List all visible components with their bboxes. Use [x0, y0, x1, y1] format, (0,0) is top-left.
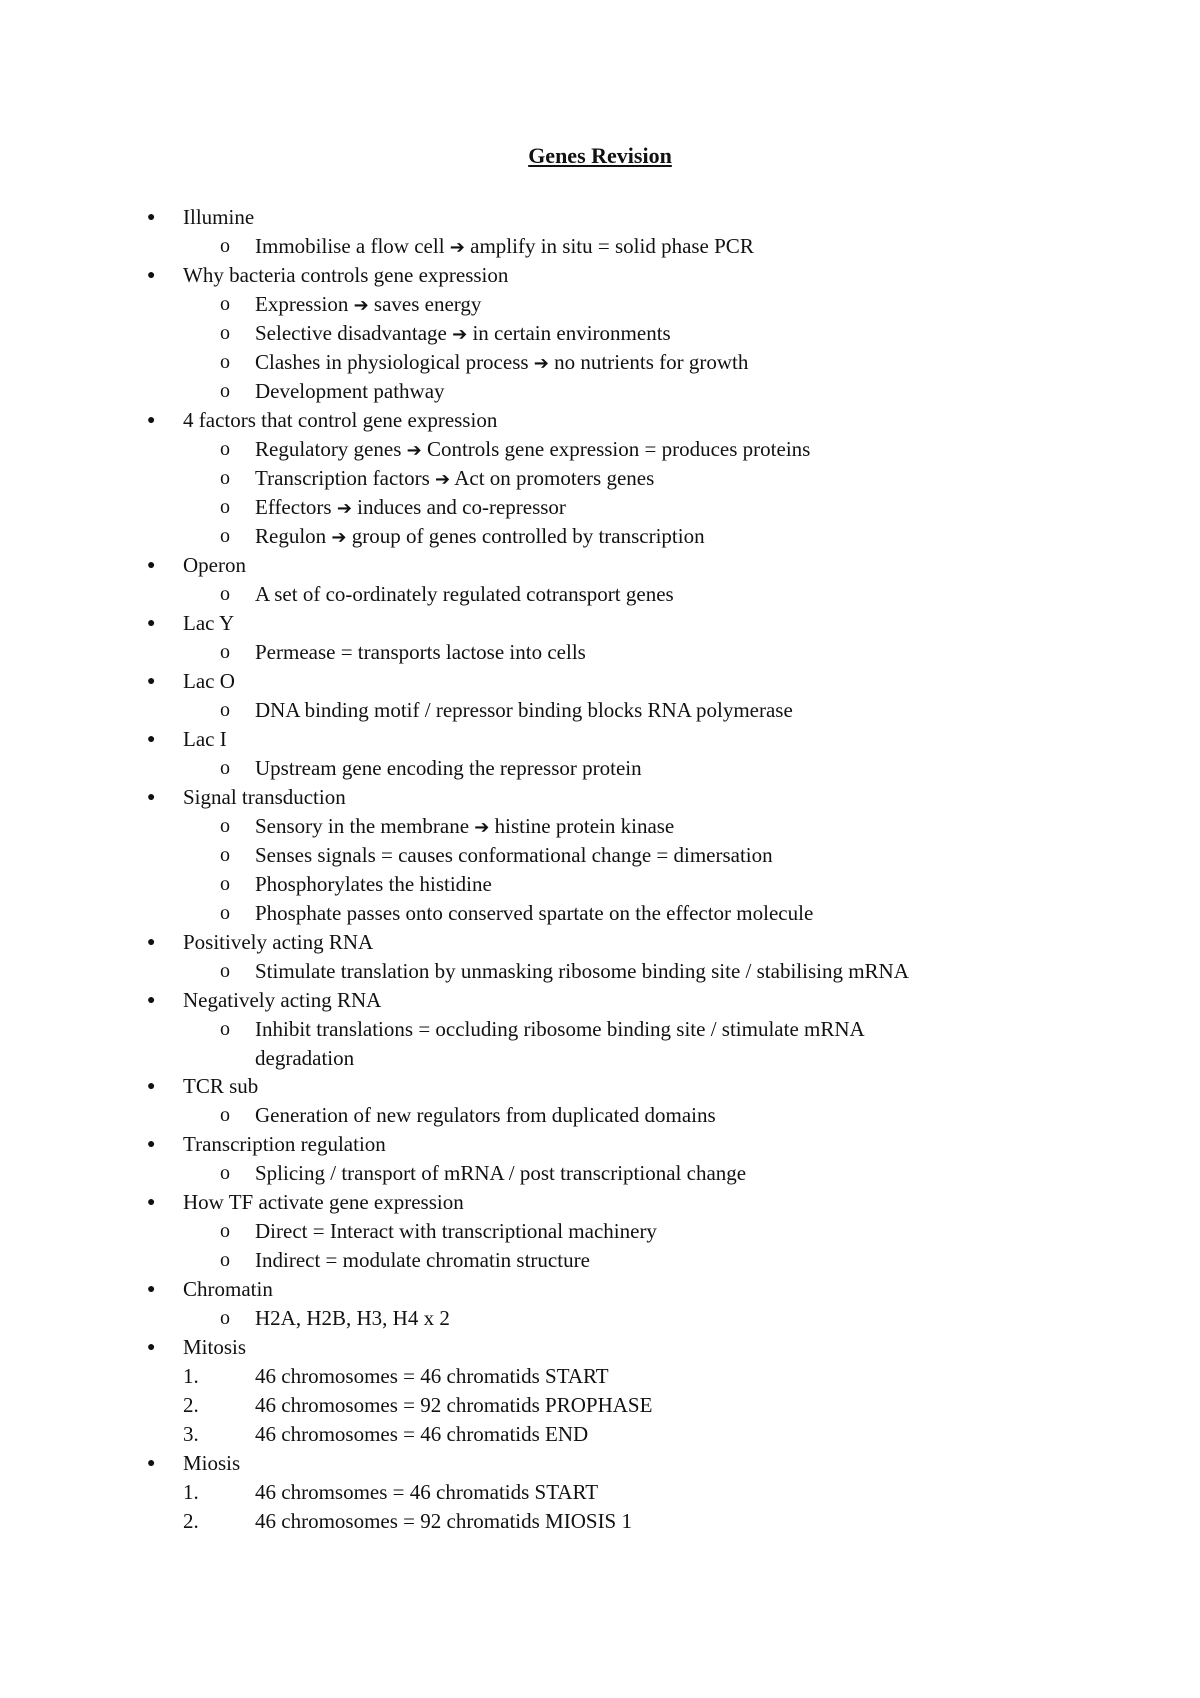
sub-item	[0, 1246, 1200, 1275]
sub-item	[0, 319, 1200, 348]
bullet-item	[0, 1333, 1200, 1362]
bullet-icon: ●	[147, 674, 156, 689]
sub-item	[0, 493, 1200, 522]
sub-item	[0, 754, 1200, 783]
arrow-right-icon: ➔	[336, 498, 352, 519]
sub-bullet-icon: o	[220, 1307, 230, 1329]
bullet-item	[0, 1275, 1200, 1304]
sub-bullet-icon: o	[220, 583, 230, 605]
item-text-main: A set of co-ordinately regulated cotransport genes	[255, 582, 674, 606]
bullet-item	[0, 1188, 1200, 1217]
sub-item	[0, 812, 1200, 841]
sub-item	[0, 232, 1200, 261]
item-text-main: 46 chromosomes = 92 chromatids PROPHASE	[255, 1393, 653, 1417]
bullet-icon: ●	[147, 790, 156, 805]
item-text-main: Mitosis	[183, 1335, 247, 1359]
item-text-main: Inhibit translations = occluding ribosome binding site / stimulate mRNA	[255, 1017, 865, 1041]
item-text-main: Direct = Interact with transcriptional machinery	[255, 1219, 657, 1243]
item-text-main: Generation of new regulators from duplicated domains	[255, 1103, 716, 1127]
item-text	[183, 783, 346, 812]
item-text-main: 4 factors that control gene expression	[183, 408, 498, 432]
item-text	[255, 319, 671, 349]
item-text-main: Upstream gene encoding the repressor protein	[255, 756, 642, 780]
item-text-main: H2A, H2B, H3, H4 x 2	[255, 1306, 450, 1330]
sub-bullet-icon: o	[220, 641, 230, 663]
sub-item	[0, 435, 1200, 464]
item-text-main: Negatively acting RNA	[183, 988, 382, 1012]
bullet-item	[0, 783, 1200, 812]
sub-bullet-icon: o	[220, 1220, 230, 1242]
sub-item	[0, 464, 1200, 493]
sub-bullet-icon: o	[220, 467, 230, 489]
sub-bullet-icon: o	[220, 293, 230, 315]
sub-item	[0, 1217, 1200, 1246]
item-text	[183, 203, 254, 232]
bullet-item	[0, 1449, 1200, 1478]
item-text-main: Lac Y	[183, 611, 235, 635]
sub-bullet-icon: o	[220, 699, 230, 721]
bullet-item	[0, 986, 1200, 1015]
sub-item	[0, 1159, 1200, 1188]
bullet-item	[0, 725, 1200, 754]
arrow-right-icon: ➔	[435, 469, 451, 490]
list-number: 1.	[183, 1480, 199, 1504]
item-text	[255, 1304, 450, 1333]
item-text	[255, 1015, 865, 1044]
item-text	[255, 899, 813, 928]
item-text-result: no nutrients for growth	[554, 350, 749, 374]
item-text-main: Why bacteria controls gene expression	[183, 263, 509, 287]
bullet-icon: ●	[147, 1282, 156, 1297]
item-text-main: Selective disadvantage	[255, 321, 447, 345]
item-text-main: Lac O	[183, 669, 235, 693]
item-text-main: Miosis	[183, 1451, 241, 1475]
item-text-main: 46 chromsomes = 46 chromatids START	[255, 1480, 599, 1504]
arrow-right-icon: ➔	[406, 440, 422, 461]
sub-item	[0, 899, 1200, 928]
item-text	[255, 464, 654, 494]
item-text-main: 46 chromosomes = 92 chromatids MIOSIS 1	[255, 1509, 632, 1533]
item-text	[183, 406, 497, 435]
item-text-main: Lac I	[183, 727, 227, 751]
sub-bullet-icon: o	[220, 844, 230, 866]
item-text	[183, 609, 234, 638]
sub-item	[0, 522, 1200, 551]
item-text	[183, 928, 373, 957]
item-text	[255, 348, 748, 378]
arrow-right-icon: ➔	[331, 527, 347, 548]
item-text-main: Phosphate passes onto conserved spartate on the effector molecule	[255, 901, 814, 925]
sub-item	[0, 348, 1200, 377]
item-text-main: Transcription factors	[255, 466, 430, 490]
bullet-item	[0, 1072, 1200, 1101]
arrow-right-icon: ➔	[353, 295, 369, 316]
sub-item	[0, 377, 1200, 406]
bullet-item	[0, 551, 1200, 580]
item-text	[255, 957, 909, 986]
item-text	[255, 870, 492, 899]
item-text	[183, 1072, 258, 1101]
item-text	[183, 1275, 273, 1304]
item-text-result: Controls gene expression = produces proteins	[426, 437, 811, 461]
item-text	[255, 1478, 598, 1507]
item-text-main: Transcription regulation	[183, 1132, 386, 1156]
sub-bullet-icon: o	[220, 380, 230, 402]
sub-bullet-icon: o	[220, 351, 230, 373]
item-text	[183, 1188, 464, 1217]
sub-item-continuation	[0, 1044, 1200, 1072]
sub-bullet-icon: o	[220, 815, 230, 837]
list-number: 2.	[183, 1393, 199, 1417]
item-text-result: in certain environments	[472, 321, 671, 345]
item-text	[255, 1420, 588, 1449]
item-text	[255, 1246, 590, 1275]
item-text-result: induces and co-repressor	[357, 495, 566, 519]
sub-bullet-icon: o	[220, 1162, 230, 1184]
item-text	[183, 667, 235, 696]
item-text	[255, 522, 705, 552]
item-text-main: Signal transduction	[183, 785, 346, 809]
bullet-icon: ●	[147, 1137, 156, 1152]
item-text-main: Indirect = modulate chromatin structure	[255, 1248, 590, 1272]
sub-bullet-icon: o	[220, 873, 230, 895]
bullet-item	[0, 609, 1200, 638]
item-text	[183, 1130, 386, 1159]
bullet-item	[0, 1130, 1200, 1159]
item-text	[255, 696, 793, 725]
item-text-main: Operon	[183, 553, 246, 577]
numbered-item	[0, 1420, 1200, 1449]
item-text-main: Positively acting RNA	[183, 930, 374, 954]
arrow-right-icon: ➔	[474, 817, 490, 838]
arrow-right-icon: ➔	[533, 353, 549, 374]
sub-item	[0, 1304, 1200, 1333]
item-text	[255, 377, 445, 406]
item-text-result: Act on promoters genes	[454, 466, 655, 490]
sub-item	[0, 638, 1200, 667]
item-text	[255, 754, 642, 783]
bullet-item	[0, 667, 1200, 696]
item-text	[183, 986, 381, 1015]
sub-item	[0, 696, 1200, 725]
item-text	[255, 1391, 652, 1420]
item-text-main: Development pathway	[255, 379, 445, 403]
list-number: 1.	[183, 1364, 199, 1388]
item-text	[183, 1333, 246, 1362]
list-number: 2.	[183, 1509, 199, 1533]
bullet-icon: ●	[147, 1195, 156, 1210]
sub-item	[0, 1015, 1200, 1044]
item-text-main: 46 chromosomes = 46 chromatids END	[255, 1422, 589, 1446]
bullet-icon: ●	[147, 210, 156, 225]
item-text	[255, 1159, 746, 1188]
item-text-main: Splicing / transport of mRNA / post transcriptional change	[255, 1161, 747, 1185]
document-title: Genes Revision	[528, 143, 672, 168]
item-text	[255, 435, 810, 465]
numbered-item	[0, 1507, 1200, 1536]
sub-bullet-icon: o	[220, 235, 230, 257]
sub-item	[0, 290, 1200, 319]
sub-item	[0, 580, 1200, 609]
item-text-result: amplify in situ = solid phase PCR	[470, 234, 754, 258]
item-text-main: DNA binding motif / repressor binding blocks RNA polymerase	[255, 698, 793, 722]
sub-bullet-icon: o	[220, 322, 230, 344]
sub-item	[0, 957, 1200, 986]
numbered-item	[0, 1362, 1200, 1391]
bullet-item	[0, 203, 1200, 232]
bullet-icon: ●	[147, 1340, 156, 1355]
item-text	[255, 812, 674, 842]
item-text	[255, 1217, 657, 1246]
item-text-main: Stimulate translation by unmasking ribosome binding site / stabilising mRNA	[255, 959, 909, 983]
item-text	[183, 261, 508, 290]
bullet-icon: ●	[147, 413, 156, 428]
sub-bullet-icon: o	[220, 1018, 230, 1040]
item-text-main: Effectors	[255, 495, 332, 519]
bullet-item	[0, 928, 1200, 957]
item-text-main: TCR sub	[183, 1074, 259, 1098]
bullet-icon: ●	[147, 558, 156, 573]
item-text-main: Immobilise a flow cell	[255, 234, 445, 258]
bullet-icon: ●	[147, 935, 156, 950]
arrow-right-icon: ➔	[449, 237, 465, 258]
sub-bullet-icon: o	[220, 1249, 230, 1271]
item-text-main: Clashes in physiological process	[255, 350, 529, 374]
item-text-main: Phosphorylates the histidine	[255, 872, 492, 896]
sub-bullet-icon: o	[220, 757, 230, 779]
item-text	[255, 232, 754, 262]
sub-bullet-icon: o	[220, 438, 230, 460]
item-text-result: saves energy	[373, 292, 482, 316]
sub-bullet-icon: o	[220, 902, 230, 924]
item-text-main: Expression	[255, 292, 349, 316]
bullet-icon: ●	[147, 616, 156, 631]
item-text-main: Chromatin	[183, 1277, 273, 1301]
item-text-main: 46 chromosomes = 46 chromatids START	[255, 1364, 609, 1388]
sub-item	[0, 1101, 1200, 1130]
item-text-main: How TF activate gene expression	[183, 1190, 464, 1214]
bullet-item	[0, 406, 1200, 435]
item-text	[255, 1507, 632, 1536]
item-text-main: Regulon	[255, 524, 327, 548]
item-text	[183, 725, 227, 754]
item-text-main: Senses signals = causes conformational change = dimersation	[255, 843, 773, 867]
item-text	[183, 551, 246, 580]
item-text	[255, 841, 773, 870]
item-text	[255, 1362, 609, 1391]
bullet-icon: ●	[147, 732, 156, 747]
item-text-result: group of genes controlled by transcription	[351, 524, 705, 548]
notes-list	[0, 203, 1200, 1536]
item-text-main: Regulatory genes	[255, 437, 402, 461]
item-text-main: Permease = transports lactose into cells	[255, 640, 586, 664]
sub-bullet-icon: o	[220, 1104, 230, 1126]
item-text-main: degradation	[255, 1046, 355, 1070]
sub-item	[0, 841, 1200, 870]
bullet-item	[0, 261, 1200, 290]
sub-bullet-icon: o	[220, 496, 230, 518]
arrow-right-icon: ➔	[452, 324, 468, 345]
item-text	[255, 638, 586, 667]
bullet-icon: ●	[147, 1079, 156, 1094]
sub-item	[0, 870, 1200, 899]
item-text	[183, 1449, 240, 1478]
list-number: 3.	[183, 1422, 199, 1446]
sub-bullet-icon: o	[220, 960, 230, 982]
item-text	[255, 290, 481, 320]
item-text	[255, 1044, 354, 1072]
item-text-result: histine protein kinase	[494, 814, 675, 838]
bullet-icon: ●	[147, 268, 156, 283]
bullet-icon: ●	[147, 993, 156, 1008]
numbered-item	[0, 1391, 1200, 1420]
item-text-main: Sensory in the membrane	[255, 814, 470, 838]
sub-bullet-icon: o	[220, 525, 230, 547]
numbered-item	[0, 1478, 1200, 1507]
item-text	[255, 580, 674, 609]
item-text	[255, 1101, 716, 1130]
bullet-icon: ●	[147, 1456, 156, 1471]
item-text	[255, 493, 566, 523]
item-text-main: Illumine	[183, 205, 255, 229]
